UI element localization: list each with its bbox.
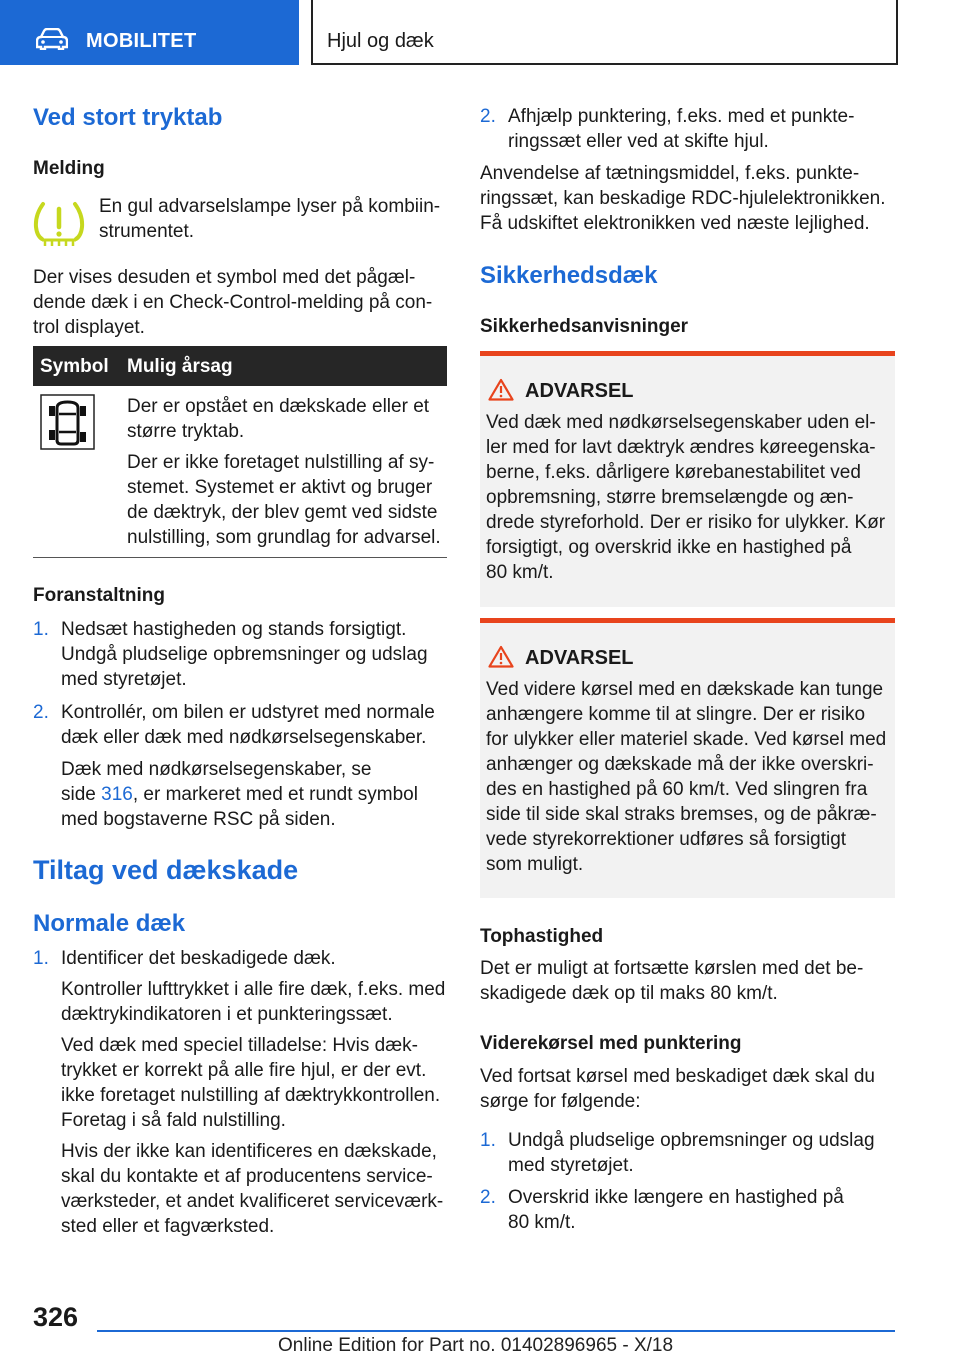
section-tab [0, 0, 299, 65]
warning-box [480, 351, 895, 607]
table-header-cause: Mulig årsag [127, 356, 233, 377]
page-link-316[interactable]: 316 [101, 784, 133, 805]
tire-pressure-warning-icon [33, 201, 85, 247]
warning-title: ADVARSEL [525, 647, 634, 669]
heading-normale: Normale dæk [33, 910, 186, 937]
section-label: MOBILITET [86, 30, 197, 52]
normale-step: Identificer det beskadigede dæk. Kontroller lufttrykket i alle fire dæk, f.eks. med dæktrykindikatoren i et punkteringssæt. Ved dæk med speciel tilladelse: Hvis dæk- trykket er korrekt på alle fire hjul, er der evt. ikke foretaget nulstilling af dæktrykkontrollen. Foretag i så fald nulstilling. Hvis der ikke kan identificeres en dækskade, skal du kontakte et af producentens service- værksteder, et andet kvalificeret serviceværk- sted eller et fagværksted. [61, 948, 446, 1237]
tophastighed-text: Det er muligt at fortsætte kørslen med det be- skadigede dæk op til maks 80 km/t. [480, 958, 864, 1004]
step-number: 2. [33, 702, 49, 723]
step-number: 1. [33, 948, 49, 969]
car-icon [36, 28, 68, 50]
chapter-header [311, 0, 898, 65]
warning-title: ADVARSEL [525, 380, 634, 402]
foranstaltning-label: Foranstaltning [33, 585, 165, 606]
table-header-symbol: Symbol [40, 356, 109, 377]
table-row-cause: Der er opstået en dækskade eller et større tryktab. Der er ikke foretaget nulstilling af sy- stemet. Systemet er aktivt og bruger de dæktryk, der blev gemt ved sidste nulstilling, som grundlag for advarsel. [127, 396, 441, 548]
sikkerhed-label: Sikkerhedsanvisninger [480, 316, 689, 337]
heading-sikkerhed: Sikkerhedsdæk [480, 262, 658, 289]
step-text: Overskrid ikke længere en hastighed på 80 km/t. [508, 1187, 844, 1233]
step-text: Kontrollér, om bilen er udstyret med normale dæk eller dæk med nødkørselsegenskaber. [61, 702, 435, 748]
melding-text: En gul advarselslampe lyser på kombiin- strumentet. [99, 196, 441, 242]
step-text: Nedsæt hastigheden og stands forsigtigt. Undgå pludselige opbremsninger og udslag med styretøjet. [61, 619, 428, 690]
heading-tryktab: Ved stort tryktab [33, 104, 223, 131]
step-number: 1. [480, 1130, 496, 1151]
heading-tiltag: Tiltag ved dækskade [33, 855, 299, 885]
table-divider [33, 557, 447, 558]
step-number: 1. [33, 619, 49, 640]
melding-label: Melding [33, 158, 105, 179]
step-number: 2. [480, 1187, 496, 1208]
warning-triangle-icon [488, 645, 514, 668]
intro-paragraph: Der vises desuden et symbol med det pågæl- dende dæk i en Check-Control-melding på con- trol displayet. [33, 267, 433, 338]
rsc-note: Dæk med nødkørselsegenskaber, se side 316, er markeret med et rundt symbol med bogstaverne RSC på siden. [61, 759, 418, 830]
tophastighed-label: Tophastighed [480, 926, 604, 947]
viderekorsel-label: Viderekørsel med punktering [480, 1033, 742, 1054]
chapter-title: Hjul og dæk [327, 30, 434, 52]
warning-text: Ved videre kørsel med en dækskade kan tunge anhængere komme til at slingre. Der er risiko for ulykker eller materiel skade. Ved kørsel med anhænger og dækskade må der ikke overskri- des en hastighed på 60 km/t. Ved slingren fra side til side skal straks bremses, og de påkræ- vede styrekorrektioner udføres så forsigtigt som muligt. [486, 679, 887, 875]
page-number: 326 [33, 1302, 79, 1332]
warning-triangle-icon [488, 378, 514, 401]
step-number: 2. [480, 106, 496, 127]
flat-tire-symbol-icon [40, 394, 95, 450]
step-text: Afhjælp punktering, f.eks. med et punkte- ringssæt eller ved at skifte hjul. [508, 106, 855, 152]
viderekorsel-text: Ved fortsat kørsel med beskadiget dæk skal du sørge for følgende: [480, 1066, 875, 1112]
footer-edition: Online Edition for Part no. 01402896965 - X/18 [278, 1335, 674, 1356]
step-text: Undgå pludselige opbremsninger og udslag med styretøjet. [508, 1130, 875, 1176]
warning-text: Ved dæk med nødkørselsegenskaber uden el- ler med for lavt dæktryk ændres køreegenska- berne, f.eks. dårligere kørebanestabilitet ved opbremsning, større bremselængde og æn- drede styreforhold. Der er risiko for ulykker. Kør forsigtigt, og overskrid ikke en hastighed på 80 km/t. [486, 412, 886, 583]
table-header [33, 346, 447, 386]
anvendelse-paragraph: Anvendelse af tætningsmiddel, f.eks. punkte- ringssæt, kan beskadige RDC-hjulelektronikken. Få udskiftet elektronikken ved næste lejlighed. [480, 163, 886, 234]
footer-divider [97, 1330, 895, 1332]
warning-box [480, 618, 895, 898]
